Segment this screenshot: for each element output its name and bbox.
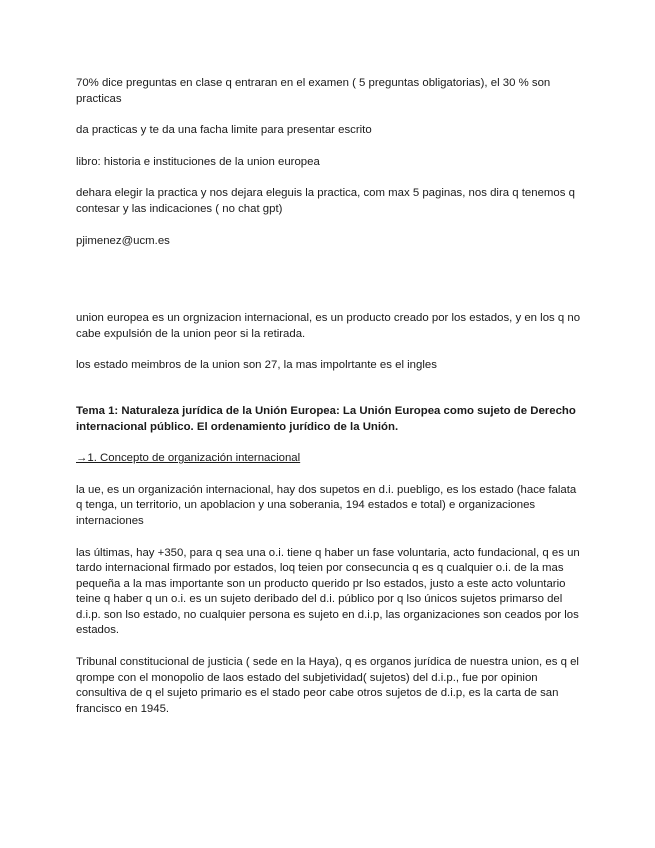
tema-title: Tema 1: Naturaleza jurídica de la Unión Europea: La Unión Europea como sujeto de Derecho internacional público. El ordenamiento jurídico de la Unión. bbox=[76, 404, 576, 433]
tema-paragraph-3: Tribunal constitucional de justicia ( sede en la Haya), q es organos jurídica de nuestra union, es q el qrompe con el monopolio de laos estado del subjetividad( sujetos) del d.i.p., fue por opinion consultiva de q el sujeto primario es el stado peor cabe otros sujetos de d.i.p, es la carta de san francisco en 1945. bbox=[76, 656, 579, 715]
note-email: pjimenez@ucm.es bbox=[76, 234, 170, 247]
tema-paragraph-2: las últimas, hay +350, para q sea una o.i. tiene q haber un fase voluntaria, acto fundacional, q es un tardo internacional firmado por estados, loq teien por consecuncia q es q cualquier o.i. de la mas pequeña a la mas importante son un producto querido pr lso estados, justo a este acto voluntario teine q haber q un o.i. es un sujeto deribado del d.i. público por q lso únicos sujetos primarso del d.i.p. son lso estado, no cualquier persona es sujeto en d.i.p, las organizaciones son ceados por los estados. bbox=[76, 546, 580, 637]
note-union-europea: union europea es un orgnizacion internacional, es un producto creado por los estados, y en los q no cabe expulsión de la union peor si la retirada. bbox=[76, 312, 581, 340]
note-libro: libro: historia e instituciones de la union europea bbox=[76, 155, 320, 168]
note-eleccion-practica: dehara elegir la practica y nos dejara eleguis la practica, com max 5 paginas, nos dira q tenemos q contesar y las indicaciones ( no chat gpt) bbox=[76, 187, 575, 215]
note-practicas: da practicas y te da una facha limite para presentar escrito bbox=[76, 124, 372, 137]
tema-paragraph-1: la ue, es un organización internacional, hay dos supetos en d.i. puebligo, es los estado (hace falata q tenga, un territorio, un apoblacion y una soberania, 194 estados e total) e organizaciones internaciones bbox=[76, 483, 577, 527]
note-grading: 70% dice preguntas en clase q entraran en el examen ( 5 preguntas obligatorias), el 30 % son practicas bbox=[76, 77, 551, 105]
document-page bbox=[76, 76, 581, 717]
note-estados-miembros: los estado meimbros de la union son 27, la mas impolrtante es el ingles bbox=[76, 359, 437, 372]
section-heading-link[interactable]: →1. Concepto de organización internacional bbox=[76, 452, 301, 465]
